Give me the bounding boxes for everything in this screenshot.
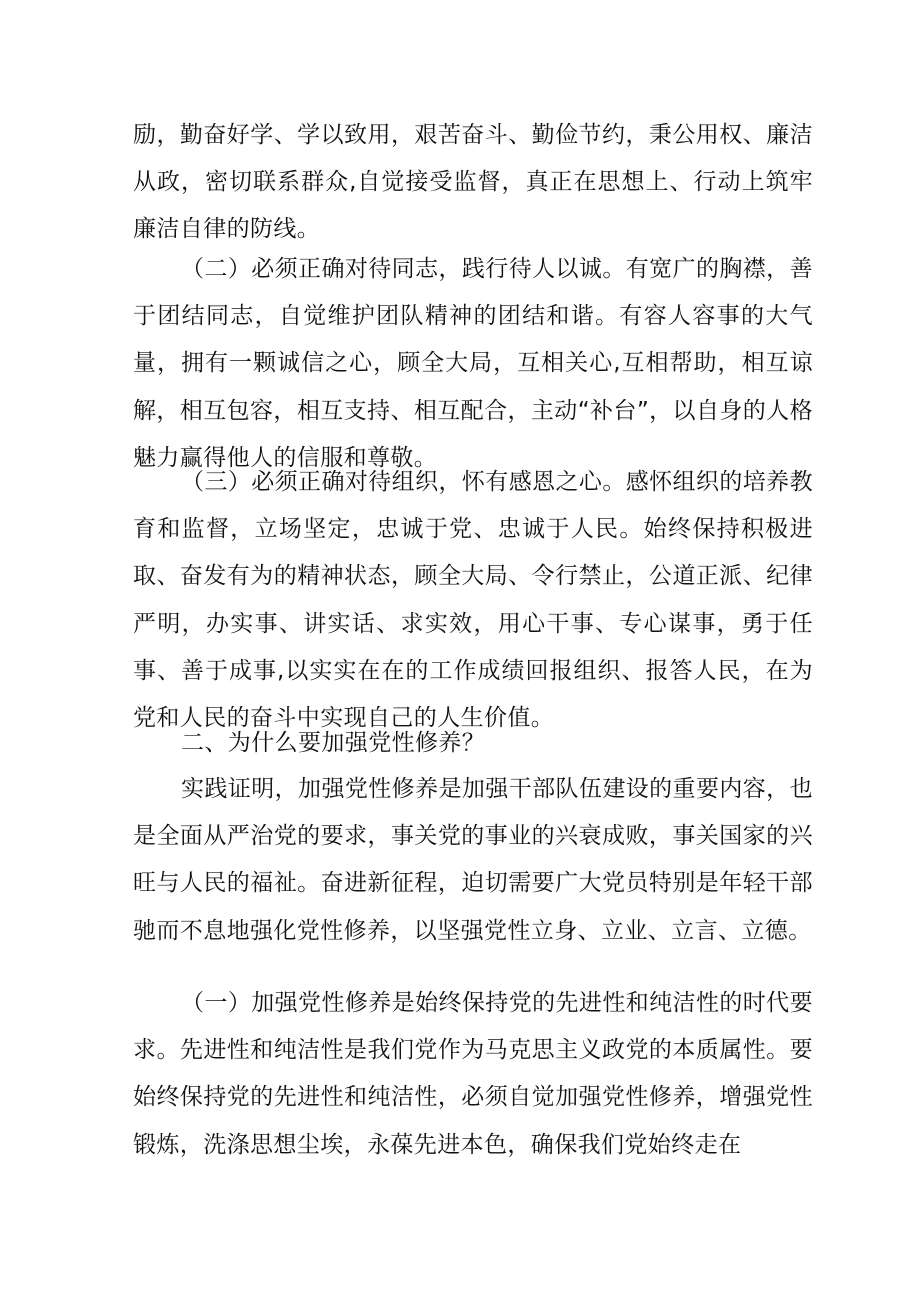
paragraph-advanced-nature: （一）加强党性修养是始终保持党的先进性和纯洁性的时代要求。先进性和纯洁性是我们党作为马克思主义政党的本质属性。要始终保持党的先进性和纯洁性，必须自觉加强党性修养，增强党性锻炼，洗涤思想尘埃，永葆先进本色，确保我们党始终走在	[133, 990, 813, 1158]
paragraph-practice-proves: 实践证明，加强党性修养是加强干部队伍建设的重要内容，也是全面从严治党的要求，事关党的事业的兴衰成败，事关国家的兴旺与人民的福祉。奋进新征程，迫切需要广大党员特别是年轻干部驰而不息地强化党性修养，以坚强党性立身、立业、立言、立德。	[133, 776, 813, 944]
paragraph-treat-organization: （三）必须正确对待组织，怀有感恩之心。感怀组织的培养教育和监督，立场坚定，忠诚于党、忠诚于人民。始终保持积极进取、奋发有为的精神状态，顾全大局、令行禁止，公道正派、纪律严明，办实事、讲实话、求实效，用心干事、专心谋事，勇于任事、善于成事,以实实在在的工作成绩回报组织、报答人民，在为党和人民的奋斗中实现自己的人生价值。	[133, 469, 813, 732]
paragraph-integrity: 励，勤奋好学、学以致用，艰苦奋斗、勤俭节约，秉公用权、廉洁从政，密切联系群众,自觉接受监督，真正在思想上、行动上筑牢廉洁自律的防线。	[133, 122, 813, 243]
paragraph-treat-comrades: （二）必须正确对待同志，践行待人以诚。有宽广的胸襟，善于团结同志，自觉维护团队精神的团结和谐。有容人容事的大气量，拥有一颗诚信之心，顾全大局，互相关心,互相帮助，相互谅解，相互包容，相互支持、相互配合，主动“补台”，以自身的人格魅力赢得他人的信服和尊敬。	[133, 256, 813, 471]
section-heading: 二、为什么要加强党性修养？	[181, 730, 486, 756]
